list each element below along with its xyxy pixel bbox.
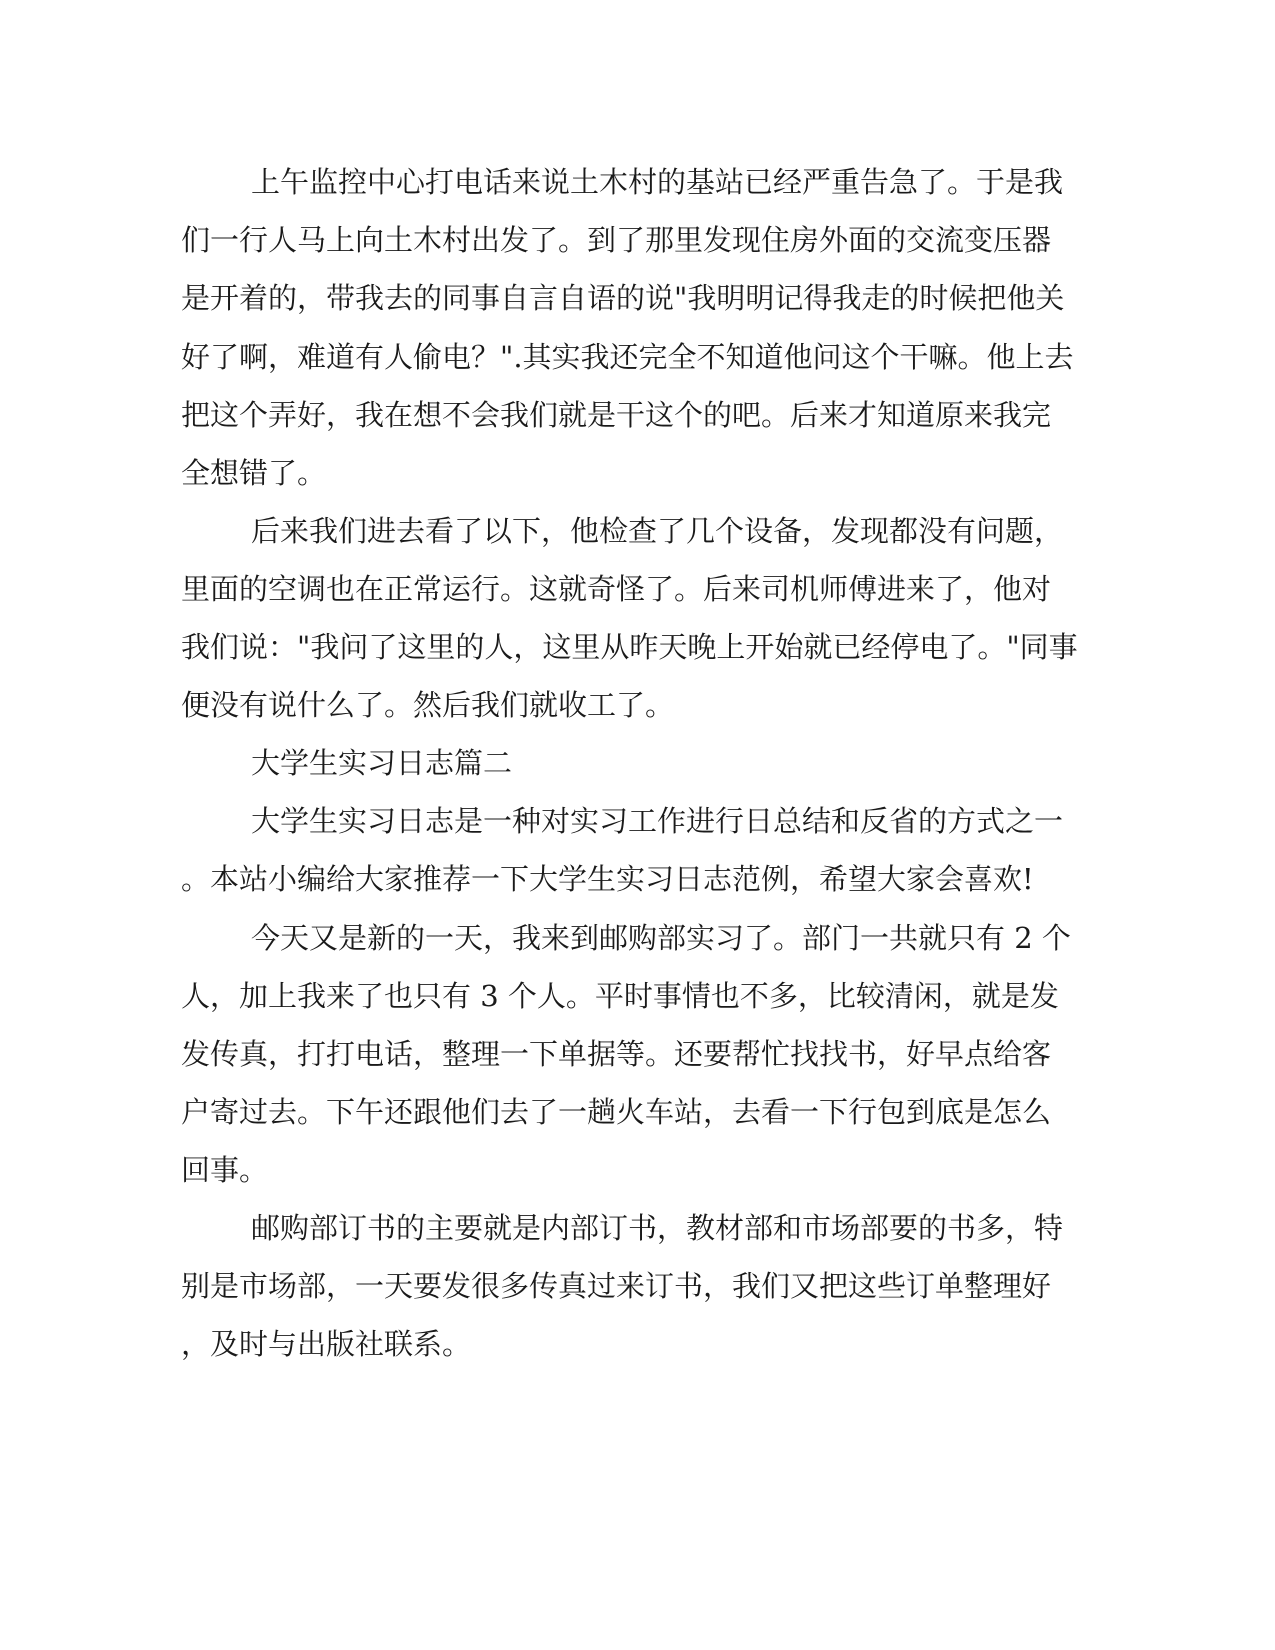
paragraph-1-line-6: 全想错了。 [181, 456, 327, 490]
paragraph-1-line-3: 是开着的，带我去的同事自言自语的说"我明明记得我走的时候把他关 [181, 281, 1065, 315]
paragraph-3-line-1: 大学生实习日志是一种对实习工作进行日总结和反省的方式之一 [251, 804, 1064, 838]
paragraph-1-line-4: 好了啊，难道有人偷电？".其实我还完全不知道他问这个干嘛。他上去 [181, 340, 1074, 374]
paragraph-2-line-4: 便没有说什么了。然后我们就收工了。 [181, 688, 675, 722]
paragraph-2-line-2: 里面的空调也在正常运行。这就奇怪了。后来司机师傅进来了，他对 [181, 572, 1052, 606]
paragraph-5-line-1: 邮购部订书的主要就是内部订书，教材部和市场部要的书多，特 [251, 1211, 1064, 1245]
section-heading: 大学生实习日志篇二 [251, 746, 513, 780]
paragraph-4-line-1: 今天又是新的一天，我来到邮购部实习了。部门一共就只有 2 个 [251, 921, 1071, 955]
paragraph-2-line-3: 我们说："我问了这里的人，这里从昨天晚上开始就已经停电了。"同事 [181, 630, 1078, 664]
paragraph-5-line-3: ，及时与出版社联系。 [181, 1327, 472, 1361]
paragraph-2-line-1: 后来我们进去看了以下，他检查了几个设备，发现都没有问题， [251, 514, 1064, 548]
paragraph-3-line-2: 。本站小编给大家推荐一下大学生实习日志范例，希望大家会喜欢! [181, 862, 1034, 896]
paragraph-4-line-2: 人，加上我来了也只有 3 个人。平时事情也不多，比较清闲，就是发 [181, 979, 1059, 1013]
paragraph-5-line-2: 别是市场部，一天要发很多传真过来订书，我们又把这些订单整理好 [181, 1269, 1052, 1303]
paragraph-4-line-4: 户寄过去。下午还跟他们去了一趟火车站，去看一下行包到底是怎么 [181, 1095, 1052, 1129]
paragraph-1-line-1: 上午监控中心打电话来说土木村的基站已经严重告急了。于是我 [251, 165, 1064, 199]
paragraph-4-line-5: 回事。 [181, 1153, 269, 1187]
paragraph-4-line-3: 发传真，打打电话，整理一下单据等。还要帮忙找找书，好早点给客 [181, 1037, 1052, 1071]
paragraph-1-line-5: 把这个弄好，我在想不会我们就是干这个的吧。后来才知道原来我完 [181, 398, 1052, 432]
paragraph-1-line-2: 们一行人马上向土木村出发了。到了那里发现住房外面的交流变压器 [181, 223, 1052, 257]
